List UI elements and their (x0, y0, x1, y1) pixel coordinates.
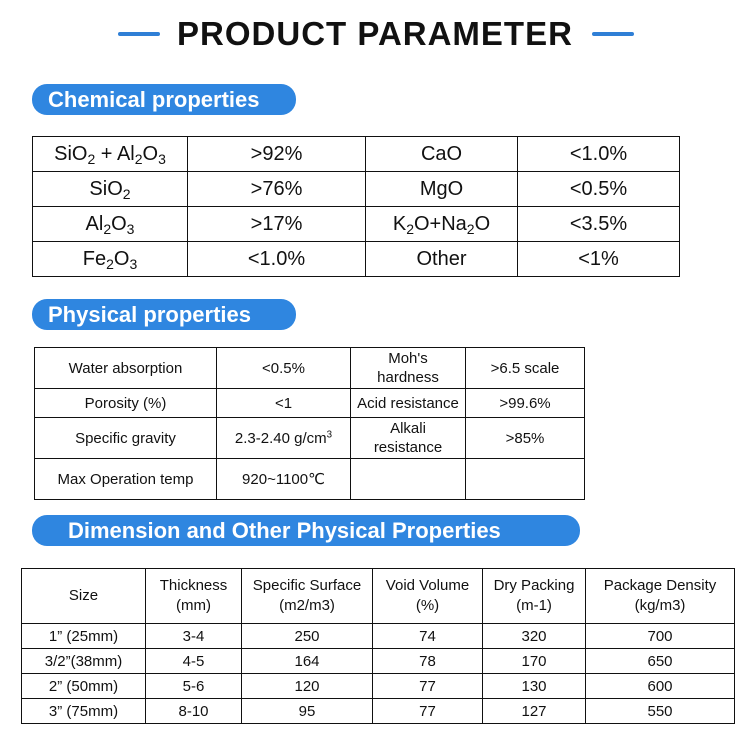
header-line: (%) (415, 597, 440, 614)
formula-text: Fe (82, 247, 107, 270)
chemical-name (33, 242, 188, 277)
physical-value: <1 (217, 389, 351, 418)
empty-cell (466, 459, 585, 500)
table-cell: 170 (483, 649, 586, 674)
dimension-table (21, 568, 735, 724)
table-row (33, 172, 680, 207)
header-line: (m2/m3) (279, 597, 335, 614)
table-cell: 8-10 (146, 699, 242, 724)
formula-text: MgO (419, 177, 464, 200)
table-cell: 650 (586, 649, 735, 674)
table-cell: 3/2”(38mm) (22, 649, 146, 674)
chemical-value: <0.5% (518, 172, 680, 207)
formula-text: Other (416, 247, 467, 270)
header-line: (m-1) (516, 597, 552, 614)
formula-text: O (113, 247, 130, 270)
table-cell: 3-4 (146, 624, 242, 649)
empty-cell (351, 459, 466, 500)
page-title: PRODUCT PARAMETER (177, 15, 573, 52)
table-cell: 2” (50mm) (22, 674, 146, 699)
chemical-name (33, 137, 188, 172)
header-line: Package Density (603, 577, 717, 594)
formula-subscript: 2 (122, 185, 131, 202)
table-row (35, 459, 585, 500)
chemical-value: >17% (188, 207, 366, 242)
formula-subscript: 3 (158, 150, 166, 167)
chemical-value: <3.5% (518, 207, 680, 242)
table-row (22, 624, 735, 649)
chemical-name (366, 172, 518, 207)
table-cell: 120 (242, 674, 373, 699)
page-header (0, 12, 750, 56)
label-line: resistance (373, 439, 443, 456)
label-line: hardness (377, 369, 439, 386)
physical-label (351, 418, 466, 459)
formula-subscript: 3 (126, 220, 135, 237)
table-cell: 700 (586, 624, 735, 649)
label-line: Alkali (390, 420, 426, 437)
formula-subscript: 2 (406, 220, 414, 237)
chemical-value: <1.0% (518, 137, 680, 172)
formula-text: SiO (89, 177, 123, 200)
header-line: (mm) (176, 597, 211, 614)
formula-text: Al (85, 212, 104, 235)
table-row (22, 699, 735, 724)
chemical-name (366, 137, 518, 172)
chemical-value: <1% (518, 242, 680, 277)
section-physical-label: Physical properties (32, 299, 296, 330)
header-line: Dry Packing (493, 577, 575, 594)
column-header (146, 569, 242, 624)
table-row (22, 649, 735, 674)
table-cell: 77 (373, 699, 483, 724)
header-line: Void Volume (385, 577, 470, 594)
physical-value: >99.6% (466, 389, 585, 418)
value-superscript: 3 (326, 429, 333, 441)
section-chemical-label: Chemical properties (32, 84, 296, 115)
table-row (33, 207, 680, 242)
physical-properties-table (34, 347, 585, 500)
chemical-value: >76% (188, 172, 366, 207)
physical-label: Porosity (%) (35, 389, 217, 418)
physical-label: Specific gravity (35, 418, 217, 459)
physical-label (351, 348, 466, 389)
chemical-properties-table (32, 136, 680, 277)
table-cell: 78 (373, 649, 483, 674)
formula-subscript: 2 (103, 220, 112, 237)
table-row (35, 348, 585, 389)
chemical-name (366, 207, 518, 242)
physical-label: Acid resistance (351, 389, 466, 418)
table-cell: 550 (586, 699, 735, 724)
table-cell: 320 (483, 624, 586, 649)
table-cell: 4-5 (146, 649, 242, 674)
section-dimension-label: Dimension and Other Physical Properties (32, 515, 580, 546)
header-line: Specific Surface (252, 577, 362, 594)
table-cell: 127 (483, 699, 586, 724)
header-line: Size (68, 587, 99, 604)
table-cell: 74 (373, 624, 483, 649)
value-main: 2.3-2.40 g/cm (234, 429, 327, 447)
chemical-name (33, 207, 188, 242)
chemical-name (366, 242, 518, 277)
formula-text: O (111, 212, 127, 235)
formula-text: SiO (54, 142, 88, 165)
table-row (33, 242, 680, 277)
table-row (33, 137, 680, 172)
table-cell: 77 (373, 674, 483, 699)
table-row (35, 389, 585, 418)
column-header (586, 569, 735, 624)
column-header (483, 569, 586, 624)
formula-text: K (392, 212, 407, 235)
table-cell: 164 (242, 649, 373, 674)
column-header (242, 569, 373, 624)
formula-subscript: 3 (129, 255, 138, 272)
formula-text: O (142, 142, 159, 165)
table-cell: 130 (483, 674, 586, 699)
table-cell: 600 (586, 674, 735, 699)
formula-text: + Al (95, 142, 135, 165)
header-line: Thickness (159, 577, 228, 594)
physical-label: Max Operation temp (35, 459, 217, 500)
label-line: Moh's (388, 350, 428, 367)
formula-text: CaO (420, 142, 463, 165)
table-row (35, 418, 585, 459)
table-cell: 1” (25mm) (22, 624, 146, 649)
table-cell: 95 (242, 699, 373, 724)
column-header (22, 569, 146, 624)
physical-value: >6.5 scale (466, 348, 585, 389)
physical-value: 920~1100℃ (217, 459, 351, 500)
title-decor-line-right (592, 32, 634, 36)
table-row (22, 674, 735, 699)
formula-subscript: 2 (106, 255, 114, 272)
physical-label: Water absorption (35, 348, 217, 389)
physical-value: <0.5% (217, 348, 351, 389)
physical-value: >85% (466, 418, 585, 459)
table-cell: 3” (75mm) (22, 699, 146, 724)
table-cell: 250 (242, 624, 373, 649)
chemical-value: >92% (188, 137, 366, 172)
formula-text: O+Na (413, 212, 467, 235)
physical-value (217, 418, 351, 459)
formula-subscript: 2 (134, 150, 143, 167)
formula-subscript: 2 (87, 150, 96, 167)
formula-text: O (474, 212, 491, 235)
formula-subscript: 2 (466, 220, 475, 237)
chemical-value: <1.0% (188, 242, 366, 277)
column-header (373, 569, 483, 624)
chemical-name (33, 172, 188, 207)
table-cell: 5-6 (146, 674, 242, 699)
header-line: (kg/m3) (634, 597, 686, 614)
table-header-row (22, 569, 735, 624)
